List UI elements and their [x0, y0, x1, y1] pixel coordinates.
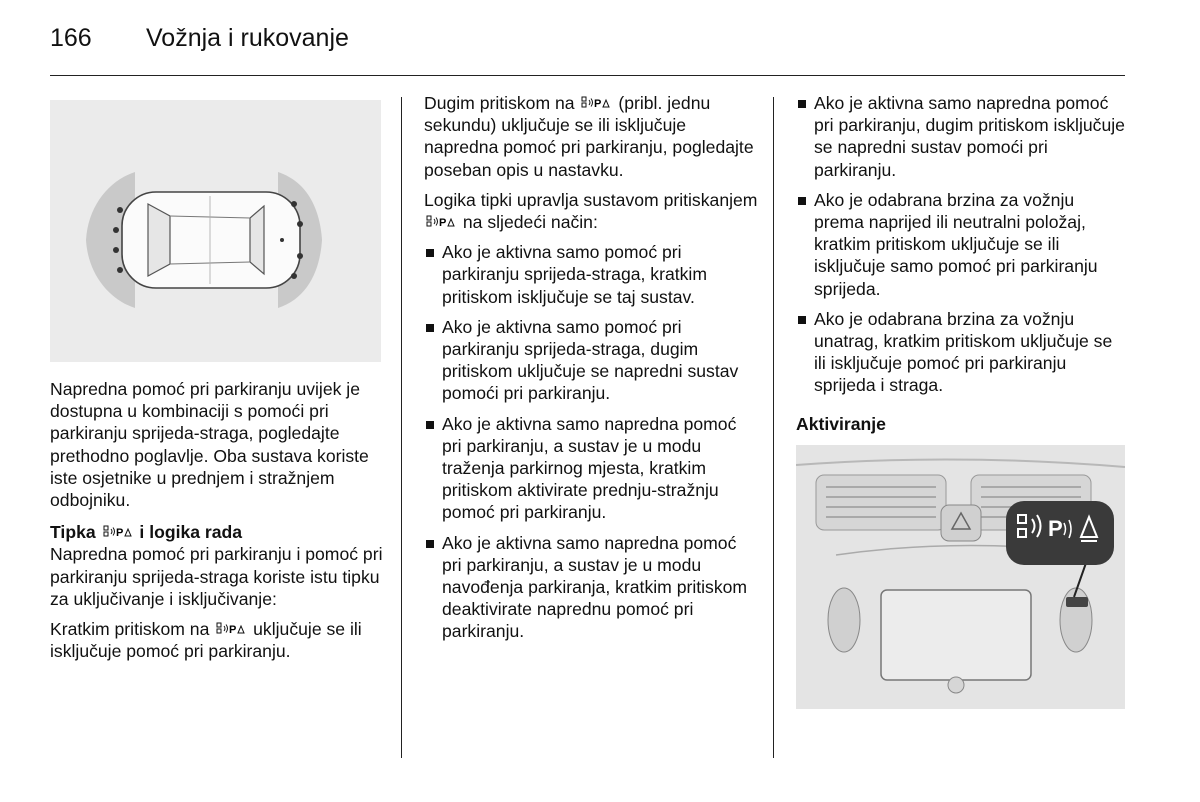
svg-text:P: P — [594, 98, 602, 109]
page-number: 166 — [50, 24, 92, 52]
header-rule — [50, 75, 1125, 76]
car-top-view-icon — [50, 100, 381, 362]
svg-text:P: P — [115, 527, 123, 539]
section-heading-button-logic: Tipka P i logika rada — [50, 522, 243, 543]
paragraph-long-press: Dugim pritiskom na P (pribl. jednu sekundu) uključuje se ili isključuje napredna pomoć pri parkiranju, pogledajte poseban opis u nastavku. — [424, 93, 754, 180]
svg-text:P: P — [439, 217, 447, 229]
list-item: Ako je aktivna samo napredna pomoć pri parkiranju, dugim pritiskom isključuje se napredni sustav pomoći pri parkiranju. — [796, 92, 1126, 181]
page-title: Vožnja i rukovanje — [146, 24, 349, 52]
parking-assist-button-icon — [216, 618, 246, 640]
list-item: Ako je aktivna samo pomoć pri parkiranju sprijeda-straga, kratkim pritiskom isključuje se taj sustav. — [424, 241, 759, 308]
dashboard-console-icon — [796, 445, 1125, 709]
column-2 — [424, 92, 759, 651]
column-divider — [773, 97, 774, 758]
svg-text:P: P — [229, 624, 237, 636]
list-item: Ako je aktivna samo napredna pomoć pri parkiranju, a sustav je u modu traženja parkirnog mjesta, kratkim pritiskom aktivirate prednju-stražnju pomoć pri parkiranju. — [424, 413, 759, 524]
list-item: Ako je odabrana brzina za vožnju prema naprijed ili neutralni položaj, kratkim pritiskom uključuje se ili isključuje samo pomoć pri parkiranju sprijeda. — [796, 189, 1126, 300]
svg-text:P: P — [1048, 515, 1063, 541]
paragraph-button-logic: Logika tipki upravlja sustavom pritiskanjem P na sljedeći način: — [424, 189, 758, 233]
paragraph-short-press: Kratkim pritiskom na P uključuje se ili isključuje pomoć pri parkiranju. — [50, 619, 362, 662]
bullet-list-logic — [424, 241, 759, 642]
list-item: Ako je aktivna samo napredna pomoć pri parkiranju, a sustav je u modu navođenja parkiranja, kratkim pritiskom deaktivirate naprednu pomoć pri parkiranju. — [424, 532, 759, 643]
column-divider — [401, 97, 402, 758]
paragraph-shared-button: Napredna pomoć pri parkiranju i pomoć pri parkiranju sprijeda-straga koriste istu tipku za uključivanje i isključivanje: — [50, 544, 383, 609]
parking-assist-button-icon — [426, 211, 456, 233]
intro-paragraph: Napredna pomoć pri parkiranju uvijek je dostupna u kombinaciji s pomoći pri parkiranju sprijeda-straga, pogledajte prethodno poglavlje. Oba sustava koriste iste osjetnike u prednjem i stražnjem odbojniku. — [50, 379, 369, 511]
car-sensor-illustration — [50, 100, 381, 362]
parking-assist-button-icon — [103, 521, 133, 543]
list-item: Ako je aktivna samo pomoć pri parkiranju sprijeda-straga, dugim pritiskom uključuje se napredni sustav pomoći pri parkiranju. — [424, 316, 759, 405]
section-heading-activation: Aktiviranje — [796, 413, 886, 434]
list-item: Ako je odabrana brzina za vožnju unatrag, kratkim pritiskom uključuje se ili isključuje pomoć pri parkiranju sprijeda i straga. — [796, 308, 1126, 397]
bullet-list-logic-continued — [796, 92, 1126, 397]
column-3 — [796, 92, 1126, 709]
parking-assist-button-icon — [581, 92, 611, 114]
column-1 — [50, 92, 386, 670]
dashboard-button-illustration — [796, 445, 1125, 709]
